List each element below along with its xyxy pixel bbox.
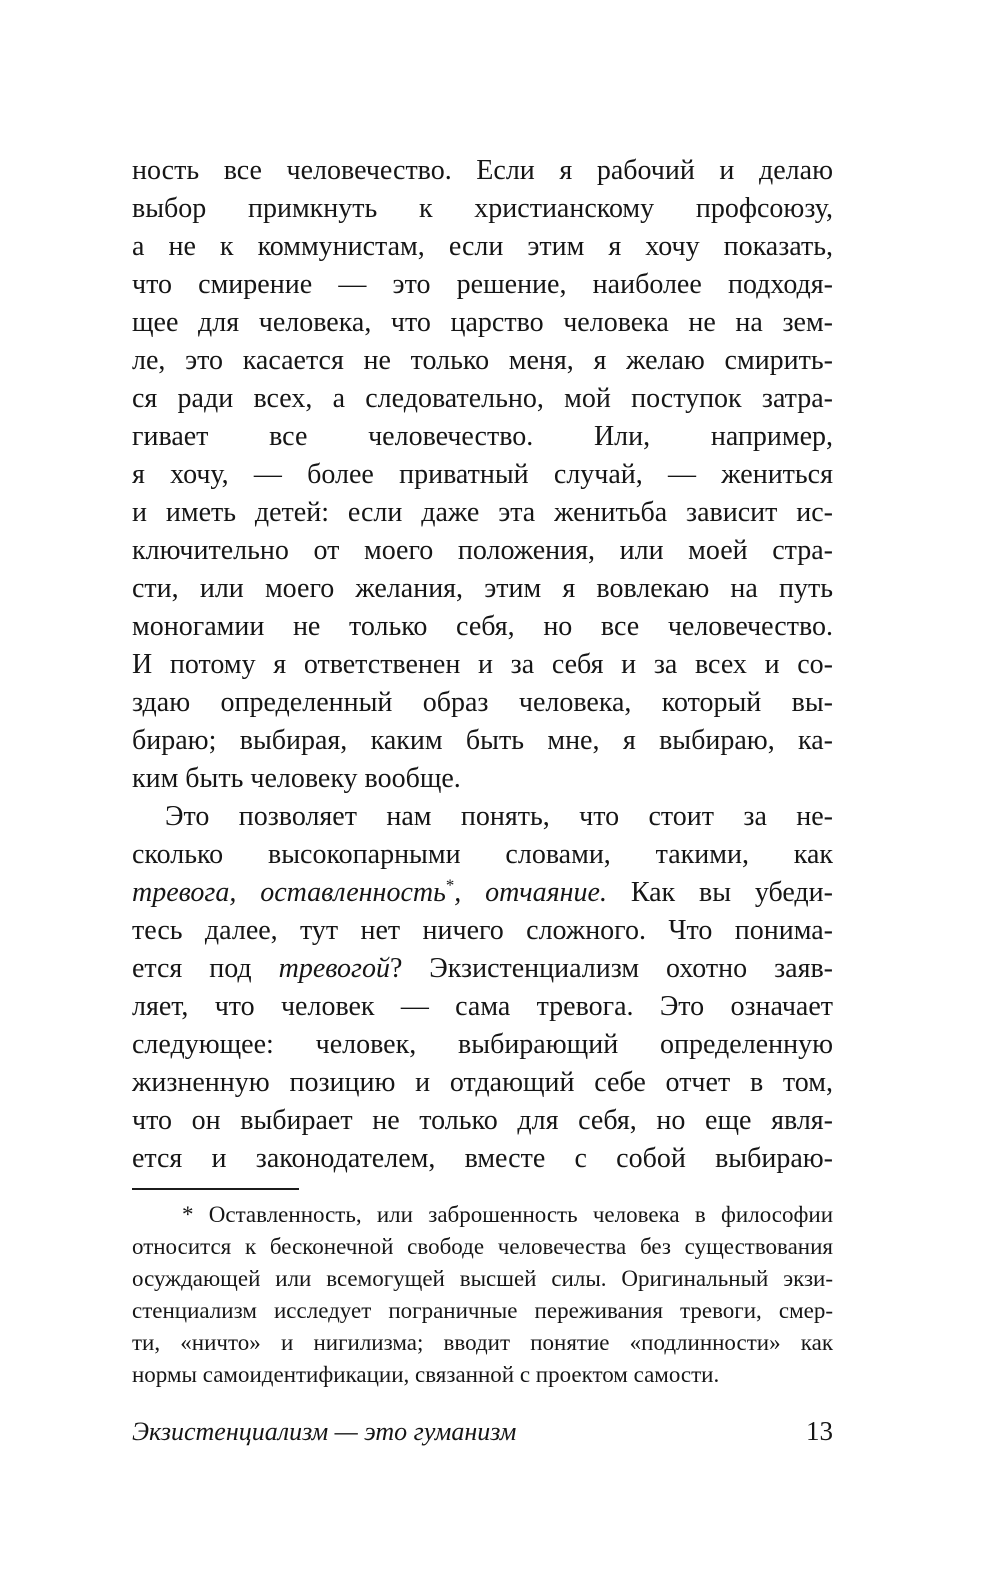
text-line: Это позволяет нам понять, что стоит за не- xyxy=(165,801,833,832)
text-line: ляет, что человек — сама тревога. Это означает xyxy=(132,991,833,1022)
footnote-line: * Оставленность, или заброшенность человека в философии xyxy=(182,1202,833,1227)
text-segment: ? Экзистенциализм охотно заяв- xyxy=(389,953,833,984)
text-line: сколько высокопарными словами, такими, как xyxy=(132,839,833,870)
text-segment: Как вы убеди- xyxy=(606,877,833,908)
text-line: и иметь детей: если даже эта женитьба зависит ис- xyxy=(132,497,833,528)
running-footer xyxy=(132,1415,833,1448)
text-line: что он выбирает не только для себя, но еще явля- xyxy=(132,1105,833,1136)
text-line: И потому я ответственен и за себя и за всех и со- xyxy=(132,649,833,680)
text-line: ким быть человеку вообще. xyxy=(132,763,461,794)
text-line: моногамии не только себя, но все человечество. xyxy=(132,611,833,642)
text-line xyxy=(132,950,833,988)
text-line: ность все человечество. Если я рабочий и делаю xyxy=(132,155,833,186)
footnote xyxy=(132,1199,833,1391)
text-line: ся ради всех, а следовательно, мой поступок затра- xyxy=(132,383,833,414)
text-line: бираю; выбирая, каким быть мне, я выбираю, ка- xyxy=(132,725,833,756)
text-line: что смирение — это решение, наиболее подходя- xyxy=(132,269,833,300)
footnote-line: нормы самоидентификации, связанной с проектом самости. xyxy=(132,1362,720,1387)
book-title: Экзистенциализм — это гуманизм xyxy=(132,1417,517,1446)
emphasis-text: тревога, оставленность xyxy=(132,877,446,908)
text-line: ле, это касается не только меня, я желаю смирить- xyxy=(132,345,833,376)
text-line: а не к коммунистам, если этим я хочу показать, xyxy=(132,231,833,262)
emphasis-text: тревогой xyxy=(278,953,390,984)
text-line: гивает все человечество. Или, например, xyxy=(132,421,833,452)
footnote-marker-superscript: * xyxy=(445,875,455,895)
footnote-line: ти, «ничто» и нигилизма; вводит понятие «подлинности» как xyxy=(132,1330,833,1355)
body-text xyxy=(132,152,833,1178)
text-line xyxy=(132,874,833,912)
footnote-line: стенциализм исследует пограничные переживания тревоги, смер- xyxy=(132,1298,833,1323)
emphasis-text: , отчаяние. xyxy=(454,877,607,908)
text-line: здаю определенный образ человека, который вы- xyxy=(132,687,833,718)
text-line: сти, или моего желания, этим я вовлекаю на путь xyxy=(132,573,833,604)
text-line: тесь далее, тут нет ничего сложного. Что понима- xyxy=(132,915,833,946)
footnote-separator-rule xyxy=(132,1188,299,1190)
footnote-line: относится к бесконечной свободе человечества без существования xyxy=(132,1234,833,1259)
text-line: ется и законодателем, вместе с собой выбираю- xyxy=(132,1143,833,1174)
footnote-line: осуждающей или всемогущей высшей силы. Оригинальный экзи- xyxy=(132,1266,833,1291)
page-number: 13 xyxy=(806,1416,833,1446)
text-line: следующее: человек, выбирающий определенную xyxy=(132,1029,833,1060)
text-line: жизненную позицию и отдающий себе отчет в том, xyxy=(132,1067,833,1098)
text-line: выбор примкнуть к христианскому профсоюзу, xyxy=(132,193,833,224)
text-line: ключительно от моего положения, или моей стра- xyxy=(132,535,833,566)
text-line: щее для человека, что царство человека не на зем- xyxy=(132,307,833,338)
text-segment: ется под xyxy=(132,953,279,984)
text-line: я хочу, — более приватный случай, — жениться xyxy=(132,459,833,490)
